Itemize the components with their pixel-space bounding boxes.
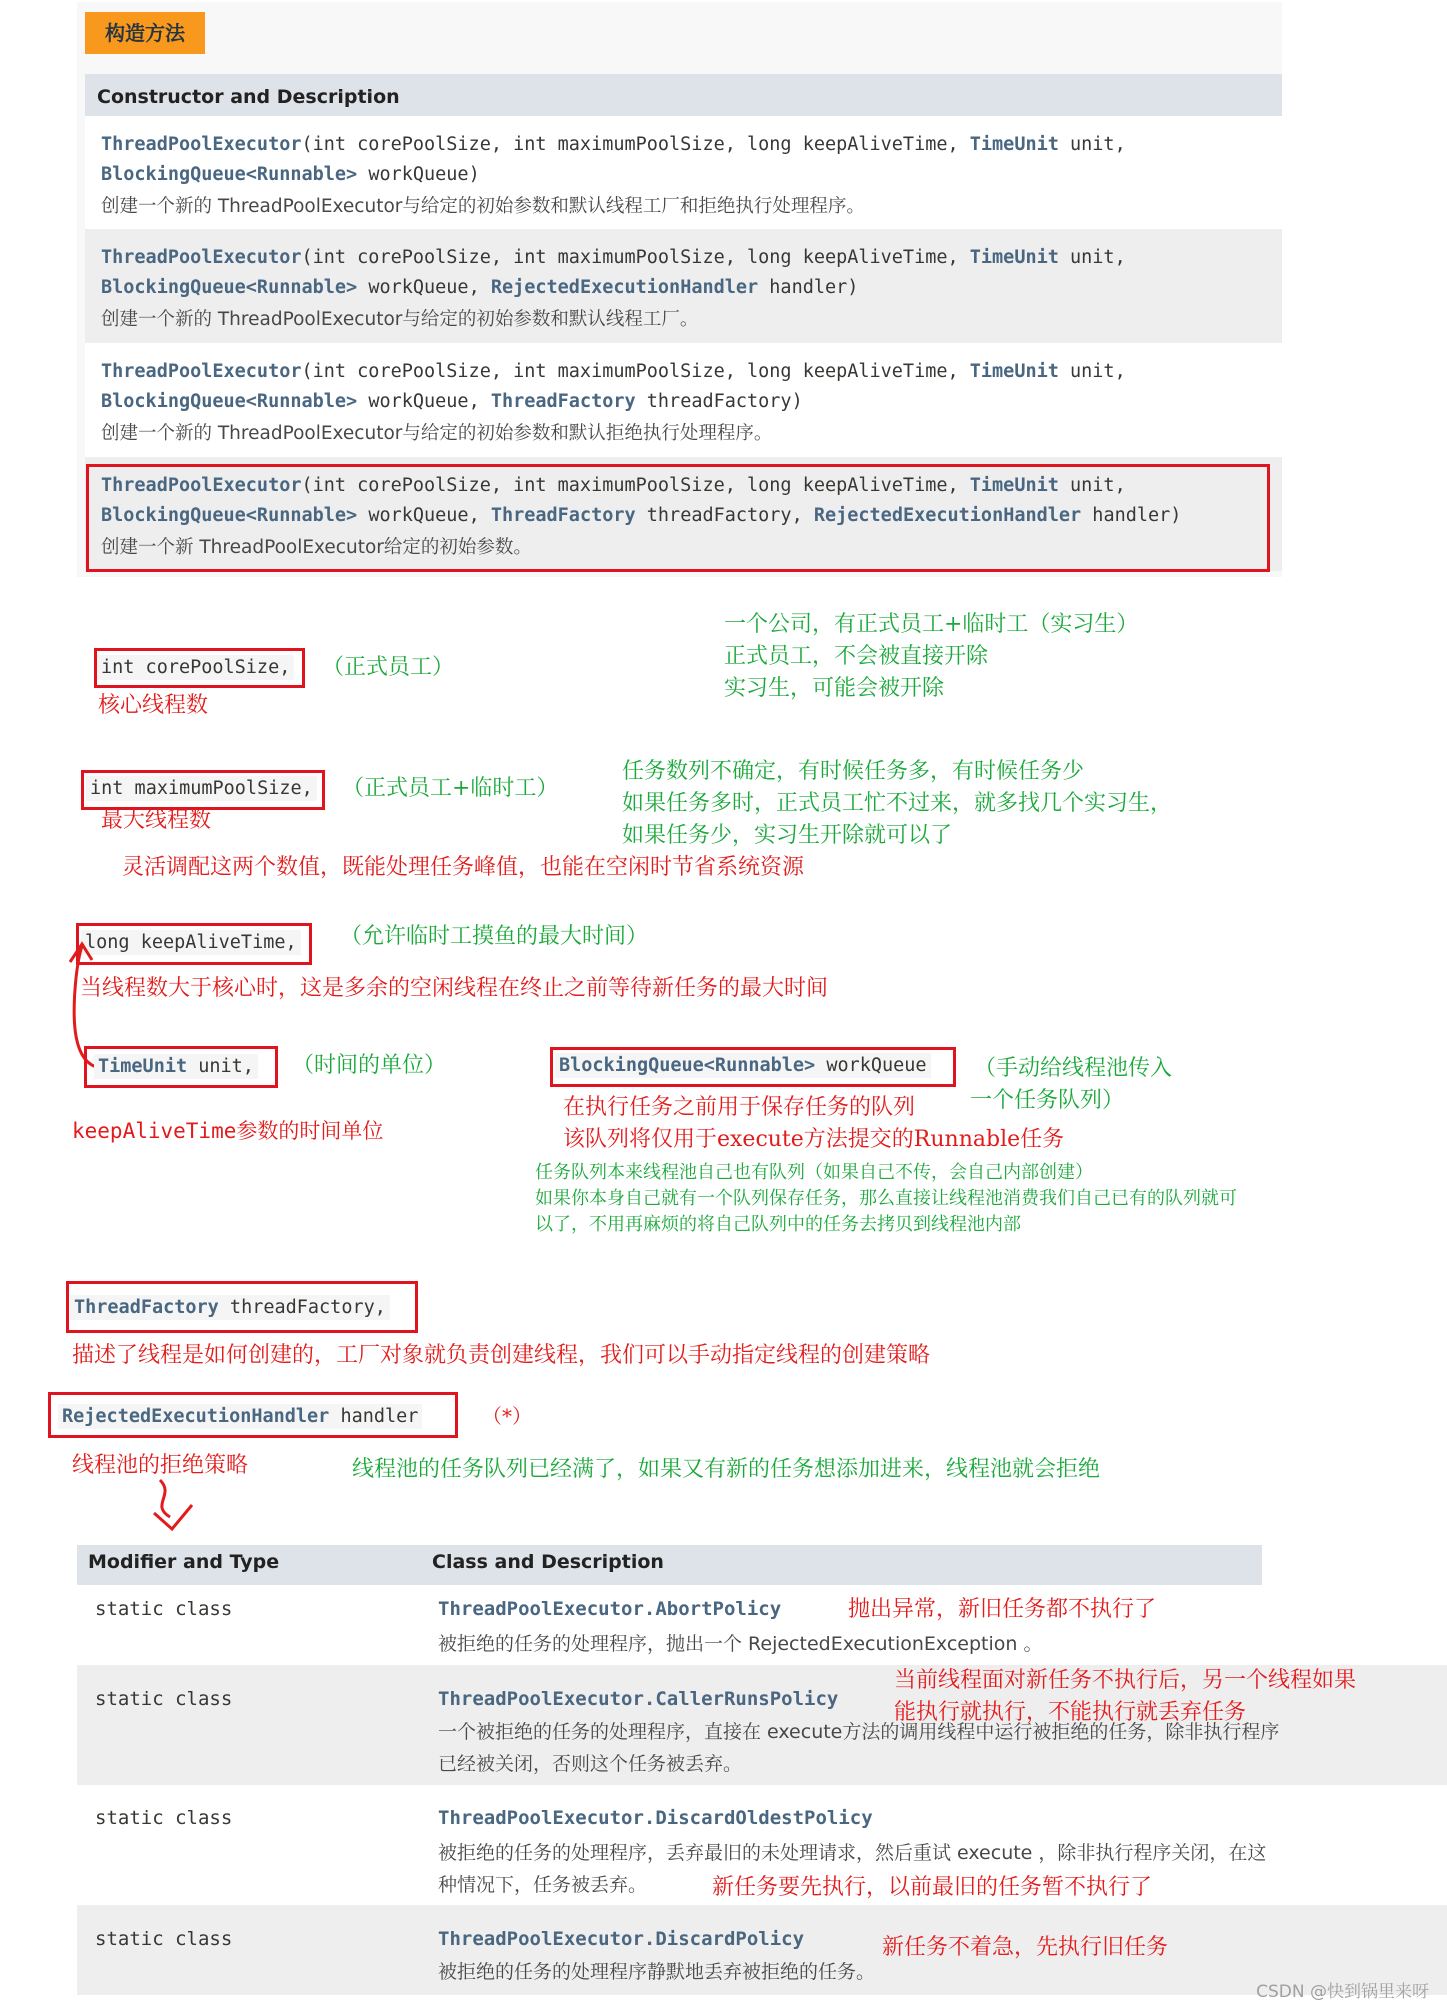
class-link[interactable]: TimeUnit — [969, 134, 1059, 155]
class-link[interactable]: ThreadPoolExecutor.CallerRunsPolicy — [438, 1688, 839, 1710]
note-tasks-3: 如果任务少，实习生开除就可以了 — [622, 823, 953, 848]
note-queue-green-1: 任务队列本来线程池自己也有队列（如果自己不传，会自己内部创建） — [535, 1162, 1093, 1183]
constructor-signature-line1: ThreadPoolExecutor(int corePoolSize, int maximumPoolSize, long keepAliveTime, TimeUnit unit, — [101, 134, 1126, 155]
modifier-type: static class — [95, 1598, 233, 1620]
note-tasks-1: 任务数列不确定，有时候任务多，有时候任务少 — [622, 759, 1085, 784]
class-description: 被拒绝的任务的处理程序静默地丢弃被拒绝的任务。 — [438, 1961, 876, 1983]
note-company-1: 一个公司，有正式员工+临时工（实习生） — [724, 612, 1139, 637]
class-link[interactable]: TimeUnit — [969, 361, 1059, 382]
constructor-signature-line1: ThreadPoolExecutor(int corePoolSize, int maximumPoolSize, long keepAliveTime, TimeUnit unit, — [101, 247, 1126, 268]
note-max-label: 最大线程数 — [101, 808, 212, 833]
class-link[interactable]: ThreadPoolExecutor.AbortPolicy — [438, 1598, 782, 1620]
note-keep-paren: （允许临时工摸鱼的最大时间） — [340, 924, 649, 949]
note-queue-desc-1: 在执行任务之前用于保存任务的队列 — [563, 1095, 916, 1120]
note-company-2: 正式员工，不会被直接开除 — [724, 644, 989, 669]
constructor-signature-line2: BlockingQueue<Runnable> workQueue, ThreadFactory threadFactory, RejectedExecutionHandler handler) — [101, 505, 1182, 526]
class-link[interactable]: ThreadFactory — [490, 505, 636, 526]
column-header-class: Class and Description — [432, 1551, 664, 1573]
param-blocking-queue: BlockingQueue<Runnable> workQueue — [555, 1053, 931, 1078]
param-time-unit: TimeUnit unit, — [94, 1054, 258, 1079]
column-header-modifier: Modifier and Type — [88, 1551, 280, 1573]
modifier-type: static class — [95, 1688, 233, 1710]
note-handler-green: 线程池的任务队列已经满了，如果又有新的任务想添加进来，线程池就会拒绝 — [352, 1457, 1101, 1482]
class-link[interactable]: RejectedExecutionHandler — [813, 505, 1082, 526]
constructor-signature-line2: BlockingQueue<Runnable> workQueue) — [101, 164, 480, 185]
class-link[interactable]: TimeUnit — [969, 475, 1059, 496]
note-keep-desc: 当线程数大于核心时，这是多余的空闲线程在终止之前等待新任务的最大时间 — [80, 976, 829, 1001]
constructor-table-header: Constructor and Description — [85, 74, 1282, 116]
highlight-box — [94, 648, 305, 688]
note-handler-label: 线程池的拒绝策略 — [72, 1453, 249, 1478]
constructor-description: 创建一个新 ThreadPoolExecutor给定的初始参数。 — [101, 537, 532, 558]
highlight-box — [48, 1392, 458, 1438]
highlight-box — [81, 770, 325, 810]
class-description: 被拒绝的任务的处理程序，抛出一个 RejectedExecutionException 。 — [438, 1633, 1043, 1655]
constructor-signature-line2: BlockingQueue<Runnable> workQueue, ThreadFactory threadFactory) — [101, 391, 803, 412]
class-link[interactable]: ThreadPoolExecutor — [101, 247, 302, 268]
modifier-type: static class — [95, 1928, 233, 1950]
note-handler-star: （*） — [482, 1404, 532, 1428]
note-tasks-2: 如果任务多时，正式员工忙不过来，就多找几个实习生， — [622, 791, 1173, 816]
note-core-label: 核心线程数 — [98, 693, 209, 718]
class-link[interactable]: BlockingQueue<Runnable> — [101, 164, 358, 185]
highlight-box — [86, 464, 1270, 572]
note-flex: 灵活调配这两个数值，既能处理任务峰值，也能在空闲时节省系统资源 — [122, 855, 805, 880]
note-queue-green-3: 以了，不用再麻烦的将自己队列中的任务去拷贝到线程池内部 — [535, 1214, 1021, 1235]
note-company-3: 实习生，可能会被开除 — [724, 676, 945, 701]
note-policy: 新任务要先执行，以前最旧的任务暂不执行了 — [712, 1875, 1153, 1900]
class-description: 被拒绝的任务的处理程序，丢弃最旧的未处理请求，然后重试 execute ，除非执行程序关闭，在这 — [438, 1842, 1267, 1864]
highlight-box — [550, 1047, 956, 1087]
note-factory-desc: 描述了线程是如何创建的，工厂对象就负责创建线程，我们可以手动指定线程的创建策略 — [72, 1343, 931, 1368]
note-unit-desc: keepAliveTime参数的时间单位 — [72, 1119, 384, 1143]
constructor-signature-line1: ThreadPoolExecutor(int corePoolSize, int maximumPoolSize, long keepAliveTime, TimeUnit unit, — [101, 475, 1126, 496]
class-link[interactable]: ThreadPoolExecutor.DiscardPolicy — [438, 1928, 805, 1950]
class-link[interactable]: ThreadPoolExecutor — [101, 475, 302, 496]
constructor-row — [85, 229, 1282, 343]
class-link[interactable]: RejectedExecutionHandler — [490, 277, 759, 298]
squiggle-arrow-icon — [140, 1475, 210, 1535]
constructor-row — [85, 116, 1282, 229]
class-link[interactable]: TimeUnit — [969, 247, 1059, 268]
note-policy: 新任务不着急，先执行旧任务 — [882, 1935, 1169, 1960]
class-link[interactable]: ThreadFactory — [490, 391, 636, 412]
param-thread-factory: ThreadFactory threadFactory, — [70, 1295, 390, 1320]
class-link[interactable]: BlockingQueue<Runnable> — [101, 391, 358, 412]
class-description: 种情况下，任务被丢弃。 — [438, 1874, 648, 1896]
constructor-description: 创建一个新的 ThreadPoolExecutor与给定的初始参数和默认拒绝执行处理程序。 — [101, 423, 773, 444]
class-link[interactable]: ThreadPoolExecutor — [101, 134, 302, 155]
class-description: 已经被关闭，否则这个任务被丢弃。 — [438, 1753, 743, 1775]
note-core-paren: （正式员工） — [322, 655, 455, 680]
highlight-box — [66, 1281, 418, 1333]
note-queue-green-2: 如果你本身自己就有一个队列保存任务，那么直接让线程池消费我们自己已有的队列就可 — [535, 1188, 1237, 1209]
note-policy: 能执行就执行，不能执行就丢弃任务 — [894, 1700, 1247, 1725]
note-policy: 抛出异常，新旧任务都不执行了 — [848, 1597, 1157, 1622]
param-rejected-execution-handler: RejectedExecutionHandler handler — [58, 1404, 422, 1429]
note-max-paren: （正式员工+临时工） — [342, 776, 559, 801]
constructor-row — [85, 343, 1282, 457]
note-queue-desc-2: 该队列将仅用于execute方法提交的Runnable任务 — [563, 1127, 1065, 1152]
class-description: 一个被拒绝的任务的处理程序，直接在 execute方法的调用线程中运行被拒绝的任务，除非执行程序 — [438, 1721, 1280, 1743]
param-keep-alive-time: long keepAliveTime, — [81, 930, 301, 955]
note-unit-paren: （时间的单位） — [292, 1053, 447, 1078]
class-link[interactable]: BlockingQueue<Runnable> — [101, 277, 358, 298]
highlight-box — [84, 1046, 278, 1088]
constructor-description: 创建一个新的 ThreadPoolExecutor与给定的初始参数和默认线程工厂和拒绝执行处理程序。 — [101, 196, 865, 217]
note-queue-paren-2: 一个任务队列） — [970, 1088, 1125, 1113]
modifier-type: static class — [95, 1807, 233, 1829]
constructor-signature-line1: ThreadPoolExecutor(int corePoolSize, int maximumPoolSize, long keepAliveTime, TimeUnit unit, — [101, 361, 1126, 382]
constructor-signature-line2: BlockingQueue<Runnable> workQueue, RejectedExecutionHandler handler) — [101, 277, 859, 298]
class-link[interactable]: ThreadPoolExecutor — [101, 361, 302, 382]
constructor-tab: 构造方法 — [85, 12, 205, 54]
class-link[interactable]: ThreadPoolExecutor.DiscardOldestPolicy — [438, 1807, 873, 1829]
note-queue-paren-1: （手动给线程池传入 — [974, 1056, 1173, 1081]
note-policy: 当前线程面对新任务不执行后，另一个线程如果 — [894, 1668, 1357, 1693]
watermark: CSDN @快到锅里来呀 — [1256, 1982, 1429, 2002]
class-link[interactable]: BlockingQueue<Runnable> — [101, 505, 358, 526]
param-core-pool-size: int corePoolSize, — [97, 655, 294, 680]
constructor-description: 创建一个新的 ThreadPoolExecutor与给定的初始参数和默认线程工厂。 — [101, 309, 699, 330]
param-maximum-pool-size: int maximumPoolSize, — [86, 776, 317, 801]
